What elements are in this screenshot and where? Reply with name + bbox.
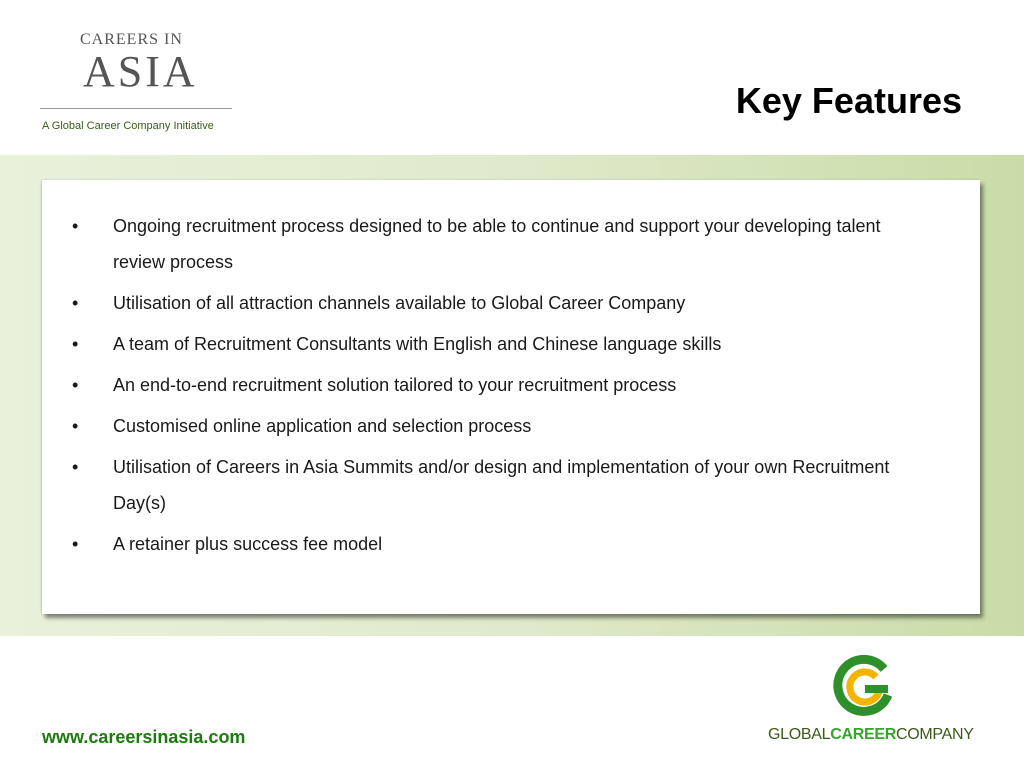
feature-text: A retainer plus success fee model <box>113 534 383 554</box>
feature-text: A team of Recruitment Consultants with English and Chinese language skills <box>113 334 722 354</box>
gcc-logo-mark-icon <box>832 655 896 719</box>
feature-text: Utilisation of Careers in Asia Summits and/or design and implementation of your own Recruitment Day(s) <box>113 457 890 513</box>
wordmark-global: GLOBAL <box>768 726 831 743</box>
feature-item <box>72 208 932 280</box>
careers-in-asia-logo <box>40 28 232 138</box>
feature-text: Utilisation of all attraction channels available to Global Career Company <box>113 293 686 313</box>
feature-text: Ongoing recruitment process designed to be able to continue and support your developing talent review process <box>113 216 881 272</box>
bullet-icon: • <box>72 334 79 354</box>
feature-item <box>72 367 932 403</box>
content-panel <box>42 180 980 614</box>
logo-divider <box>40 108 232 109</box>
feature-item <box>72 285 932 321</box>
feature-text: An end-to-end recruitment solution tailored to your recruitment process <box>113 375 677 395</box>
feature-item <box>72 408 932 444</box>
logo-tagline: A Global Career Company Initiative <box>42 120 214 132</box>
bullet-icon: • <box>72 457 79 477</box>
gcc-wordmark <box>768 726 974 744</box>
bullet-icon: • <box>72 416 79 436</box>
logo-line-1: CAREERS IN <box>80 31 183 48</box>
bullet-icon: • <box>72 534 79 554</box>
wordmark-career: CAREER <box>830 726 896 743</box>
logo-line-2: ASIA <box>83 47 198 96</box>
bullet-icon: • <box>72 216 79 236</box>
feature-item <box>72 449 932 521</box>
wordmark-company: COMPANY <box>896 726 974 743</box>
feature-list <box>72 208 932 567</box>
bullet-icon: • <box>72 375 79 395</box>
page-title: Key Features <box>735 80 962 121</box>
feature-item <box>72 326 932 362</box>
feature-item <box>72 526 932 562</box>
bullet-icon: • <box>72 293 79 313</box>
global-career-company-logo <box>766 655 981 750</box>
website-link[interactable]: www.careersinasia.com <box>42 727 246 747</box>
feature-text: Customised online application and selection process <box>113 416 532 436</box>
